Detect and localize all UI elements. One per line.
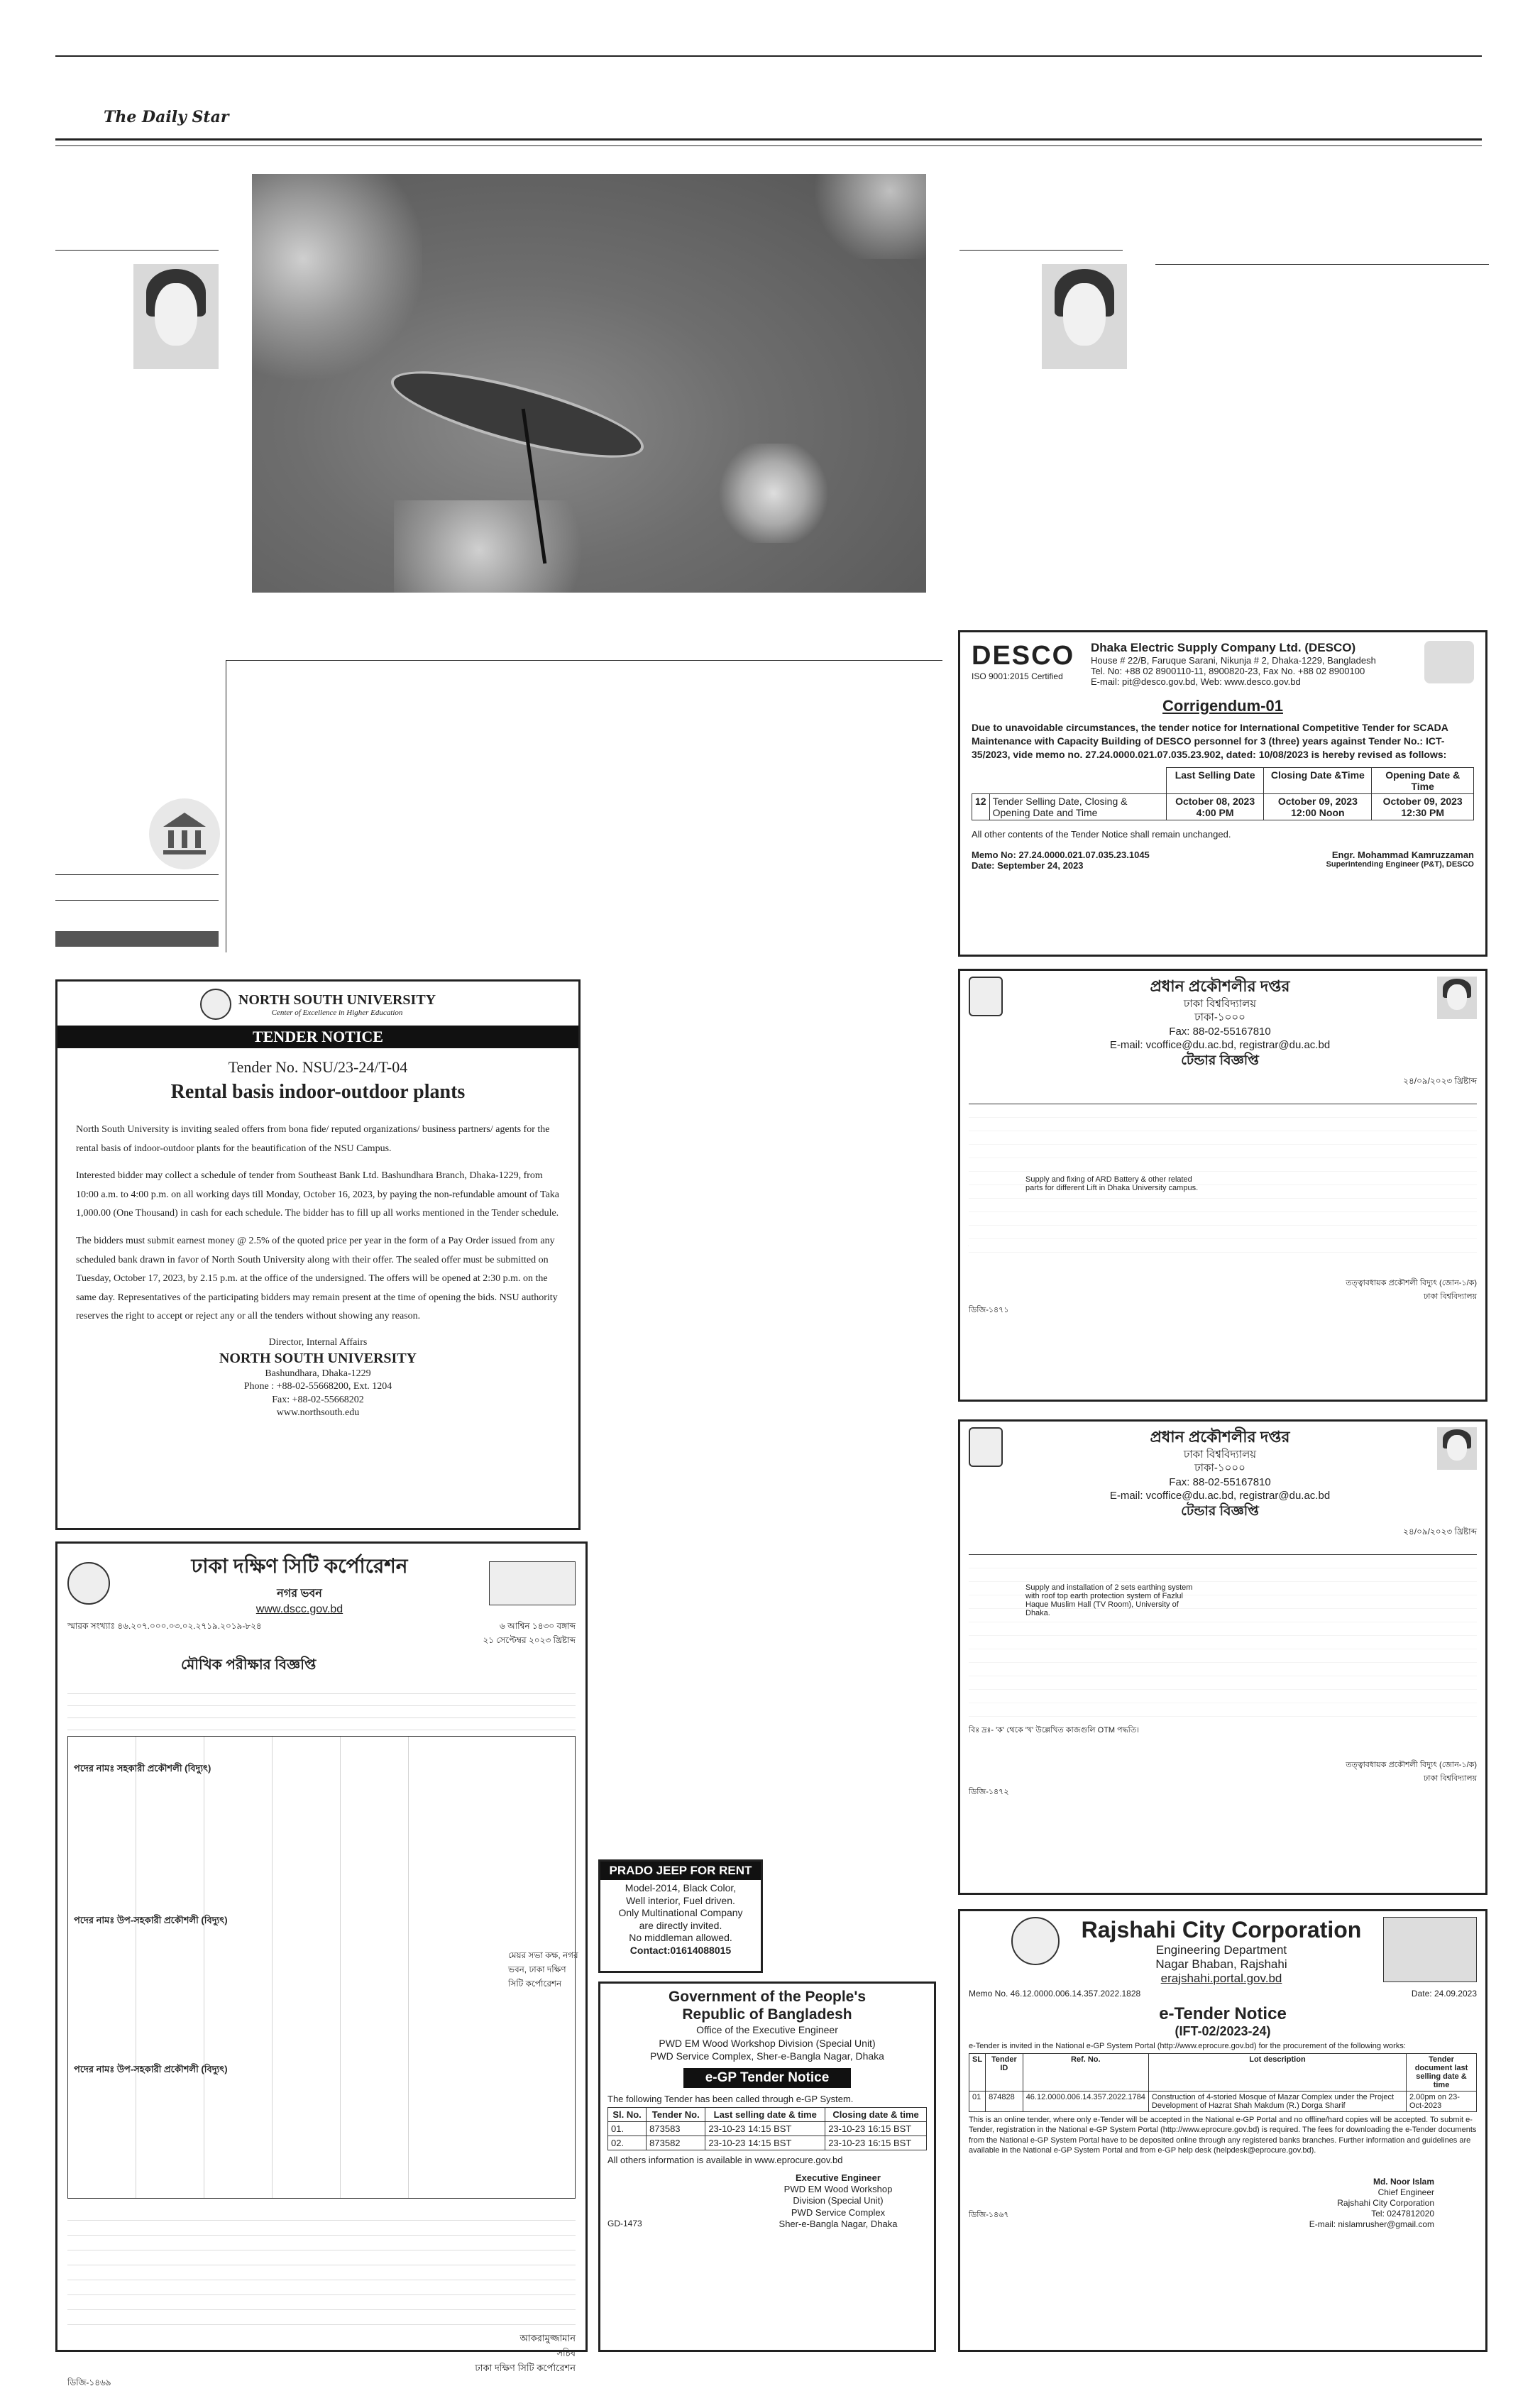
desco-address: House # 22/B, Faruque Sarani, Nikunja # 2, Dhaka-1229, Bangladesh	[1091, 655, 1376, 666]
dscc-name: ঢাকা দক্ষিণ সিটি কর্পোরেশন	[191, 1555, 408, 1577]
du2-title: প্রধান প্রকৌশলীর দপ্তর	[1150, 1428, 1290, 1446]
pwd-row2-sl: 02.	[608, 2136, 647, 2150]
du2-footer: বিঃ দ্রঃ- 'ক' থেকে 'খ' উল্লেখিত কাজগুলি OTM পদ্ধতি।	[969, 1726, 1140, 1735]
pwd-row1-selling: 23-10-23 14:15 BST	[705, 2121, 825, 2136]
rcc-email: E-mail: nislamrusher@gmail.com	[1309, 2219, 1434, 2230]
masthead-rule	[55, 138, 1482, 141]
desco-footer-note: All other contents of the Tender Notice shall remain unchanged.	[972, 828, 1231, 840]
left-col-rule	[55, 250, 219, 251]
dscc-table	[67, 1736, 576, 2199]
pwd-th-tender: Tender No.	[647, 2107, 705, 2121]
du1-sub2: ঢাকা-১০০০	[1194, 1011, 1245, 1024]
rcc-addr: Nagar Bhaban, Rajshahi	[1155, 1957, 1287, 1971]
rcc-dept: Engineering Department	[1155, 1943, 1287, 1957]
desco-th-opening: Opening Date & Time	[1372, 767, 1474, 793]
rcc-th-date: Tender document last selling date & time	[1407, 2054, 1477, 2092]
masthead-rule-thin	[55, 145, 1482, 146]
du2-email: E-mail: vcoffice@du.ac.bd, registrar@du.ac.bd	[1109, 1490, 1331, 1502]
rcc-th-ref: Ref. No.	[1023, 2054, 1148, 2092]
pwd-row1-tender: 873583	[647, 2121, 705, 2136]
nsu-sig5: Fax: +88-02-55668202	[272, 1394, 364, 1405]
desco-date: Date: September 24, 2023	[972, 859, 1084, 871]
du1-sub1: ঢাকা বিশ্ববিদ্যালয়	[1183, 997, 1257, 1010]
nsu-name: NORTH SOUTH UNIVERSITY	[238, 991, 436, 1008]
rcc-tel: Tel: 0247812020	[1371, 2209, 1434, 2219]
left-rule-a	[55, 874, 219, 875]
pwd-th-selling: Last selling date & time	[705, 2107, 825, 2121]
rcc-row-date: 2.00pm on 23-Oct-2023	[1407, 2092, 1477, 2112]
rcc-ad	[958, 1909, 1487, 2352]
desco-body: Due to unavoidable circumstances, the tender notice for International Competitive Tender for SCADA Maintenance with Capacity Building of DESCO personnel for 3 (three) years against Tender No.: ICT-35/2023, vide memo no. 27.24.0000.021.07.035.23.902, dated: 10/08/2023 is hereby revised as follows:	[972, 722, 1448, 760]
dscc-ad	[55, 1541, 588, 2387]
dscc-intro-text	[67, 1682, 576, 1732]
left-rule-b	[55, 900, 219, 901]
du1-code: ডিজি-১৪৭১	[969, 1306, 1009, 1315]
prado-l3: Only Multinational Company	[618, 1907, 743, 1918]
rcc-th-lot: Lot description	[1148, 2054, 1406, 2092]
du1-title: প্রধান প্রকৌশলীর দপ্তর	[1150, 977, 1290, 995]
nsu-sig2: NORTH SOUTH UNIVERSITY	[219, 1351, 417, 1367]
du-logo-icon	[969, 977, 1003, 1016]
desco-iso: ISO 9001:2015 Certified	[972, 671, 1063, 681]
desco-company: Dhaka Electric Supply Company Ltd. (DESCO)	[1091, 641, 1356, 654]
pwd-th-sl: Sl. No.	[608, 2107, 647, 2121]
du2-sub1: ঢাকা বিশ্ববিদ্যালয়	[1183, 1448, 1257, 1461]
pwd-sig4: PWD Service Complex	[791, 2206, 886, 2218]
left-grey-bar	[55, 931, 219, 947]
du1-sign2: ঢাকা বিশ্ববিদ্যালয়	[1423, 1292, 1477, 1302]
du2-code: ডিজি-১৪৭২	[969, 1788, 1009, 1797]
dscc-notes	[67, 2206, 576, 2326]
du2-sign: তত্ত্বাবধায়ক প্রকৌশলী বিদ্যুৎ (জোন-১/ক)	[1346, 1761, 1477, 1770]
right-col-rule-2	[1155, 264, 1489, 265]
rcc-title: e-Tender Notice	[1159, 2004, 1287, 2023]
desco-val-closing: October 09, 2023 12:00 Noon	[1264, 793, 1372, 820]
rcc-web: erajshahi.portal.gov.bd	[1160, 1972, 1282, 1985]
du2-sign2: ঢাকা বিশ্ববিদ্যালয়	[1423, 1774, 1477, 1783]
rcc-code: ডিজি-১৪৬৭	[969, 2211, 1009, 2220]
du2-fax: Fax: 88-02-55167810	[1169, 1475, 1271, 1488]
du2-sub2: ঢাকা-১০০০	[1194, 1462, 1245, 1475]
pwd-row2-tender: 873582	[647, 2136, 705, 2150]
rcc-org: Rajshahi City Corporation	[1337, 2198, 1434, 2209]
prado-l1: Model-2014, Black Color,	[625, 1882, 737, 1893]
nsu-tagline: Center of Excellence in Higher Education	[271, 1008, 403, 1017]
institution-icon	[145, 795, 224, 873]
pwd-sig1: Executive Engineer	[796, 2172, 881, 2183]
du1-portrait-icon	[1437, 977, 1477, 1019]
pwd-sig5: Sher-e-Bangla Nagar, Dhaka	[779, 2218, 898, 2229]
pwd-sig3: Division (Special Unit)	[793, 2195, 884, 2206]
dscc-org: ঢাকা দক্ষিণ সিটি কর্পোরেশন	[475, 2363, 576, 2373]
dscc-venue: মেয়র সভা কক্ষ, নগর ভবন, ঢাকা দক্ষিণ সিটি কর্পোরেশন	[508, 1950, 578, 1989]
desco-tel: Tel. No: +88 02 8900110-11, 8900820-23, Fax No. +88 02 8900100	[1091, 666, 1365, 676]
desco-memo: Memo No: 27.24.0000.021.07.035.23.1045	[972, 849, 1150, 860]
pwd-office: Office of the Executive Engineer	[696, 2024, 838, 2036]
rcc-row-ref: 46.12.0000.006.14.357.2022.1784	[1023, 2092, 1148, 2112]
dscc-date2: ২১ সেপ্টেম্বর ২০২৩ খ্রিষ্টাব্দ	[483, 1635, 576, 1645]
du2-ad	[958, 1419, 1487, 1895]
dscc-code: ডিজি-১৪৬৯	[67, 2378, 111, 2387]
rcc-memo: Memo No. 46.12.0000.006.14.357.2022.1828	[969, 1989, 1141, 1999]
pwd-row2-closing: 23-10-23 16:15 BST	[825, 2136, 927, 2150]
dscc-sub: নগর ভবন	[277, 1588, 322, 1600]
bulb-logo-icon	[1424, 641, 1474, 683]
nsu-banner: TENDER NOTICE	[57, 1026, 578, 1048]
pwd-row1-closing: 23-10-23 16:15 BST	[825, 2121, 927, 2136]
dscc-web: www.dscc.gov.bd	[255, 1603, 343, 1615]
prado-ad	[598, 1859, 763, 1973]
dscc-memo: স্মারক সংখ্যাঃ ৪৬.২০৭.০০০.০৩.০২.২৭১৯.২০১৯-৮২৪	[67, 1621, 262, 1631]
portrait-left	[133, 264, 219, 369]
prado-l5: No middleman allowed.	[629, 1932, 732, 1943]
rcc-name: Rajshahi City Corporation	[1081, 1917, 1362, 1942]
right-col-rule	[959, 250, 1123, 251]
rcc-body: This is an online tender, where only e-Tender will be accepted in the National e-GP Portal and no offline/hard copies will be accepted. To submit e-Tender, registration in the National e-GP System Portal (http://www.eprocure.gov.bd) is required. The fees for downloading the e-Tender documents from the National e-GP System Portal have to be deposited online through any registered banks branches. Further information and guidelines are available in the National e-GP System Portal and from e-GP help desk (helpdesk@eprocure.gov.bd).	[969, 2116, 1477, 2155]
dscc-slogan-icon	[489, 1561, 576, 1605]
rcc-signatory: Md. Noor Islam	[1373, 2177, 1434, 2187]
desco-logo: DESCO	[972, 641, 1075, 671]
nsu-p2: Interested bidder may collect a schedule of tender from Southeast Bank Ltd. Bashundhara Branch, Dhaka-1229, from 10:00 a.m. to 4:00 p.m. on all working days till Monday, October 16, 2023, by paying the non-refundable amount of Taka 1,000.00 (One Thousand) in cash for each schedule. The bidder has to fill up all works mentioned in the Tender schedule.	[76, 1170, 560, 1219]
du2-portrait-icon	[1437, 1427, 1477, 1470]
desco-signatory: Engr. Mohammad Kamruzzaman	[1331, 849, 1474, 860]
rcc-row-lot: Construction of 4-storied Mosque of Mazar Complex under the Project Development of Hazrat Shah Makdum (R.) Dorga Sharif	[1148, 2092, 1406, 2112]
desco-row-no: 12	[972, 793, 990, 820]
dscc-sec2: পদের নামঃ উপ-সহকারী প্রকৌশলী (বিদ্যুৎ)	[74, 1915, 228, 1925]
rcc-portrait-icon	[1383, 1917, 1477, 1982]
top-rule	[55, 55, 1482, 57]
rcc-ref: (IFT-02/2023-24)	[1175, 2024, 1271, 2038]
du1-ad	[958, 969, 1487, 1402]
dscc-signatory: আকরামুজ্জামান	[519, 2333, 576, 2343]
du1-notice: টেন্ডার বিজ্ঞপ্তি	[1181, 1052, 1259, 1068]
desco-designation: Superintending Engineer (P&T), DESCO	[1326, 859, 1474, 869]
rcc-row-sl: 01	[969, 2092, 986, 2112]
nsu-sig4: Phone : +88-02-55668200, Ext. 1204	[243, 1381, 392, 1392]
prado-title: PRADO JEEP FOR RENT	[600, 1862, 761, 1880]
pwd-gov1: Government of the People's	[668, 1989, 867, 2005]
desco-title: Corrigendum-01	[1162, 697, 1283, 715]
nsu-sig3: Bashundhara, Dhaka-1229	[265, 1368, 371, 1380]
du1-date: ২৪/০৯/২০২৩ খ্রিষ্টাব্দ	[1403, 1076, 1477, 1087]
pwd-info: All others information is available in www.eprocure.gov.bd	[607, 2154, 843, 2165]
boat-photo	[252, 174, 926, 593]
nsu-p1: North South University is inviting sealed offers from bona fide/ reputed organizations/ business partners/ agents for the rental basis of indoor-outdoor plants for the beautification of the NSU Campus.	[76, 1124, 550, 1154]
rcc-date: Date: 24.09.2023	[1411, 1989, 1477, 1999]
nsu-tender-no: Tender No. NSU/23-24/T-04	[228, 1058, 408, 1076]
dscc-logo-icon	[67, 1562, 110, 1605]
du1-sign: তত্ত্বাবধায়ক প্রকৌশলী বিদ্যুৎ (জোন-১/ক)	[1346, 1279, 1477, 1288]
du1-fax: Fax: 88-02-55167810	[1169, 1025, 1271, 1038]
nsu-logo-icon	[200, 989, 231, 1020]
pwd-code: GD-1473	[607, 2219, 642, 2229]
nsu-p3: The bidders must submit earnest money @ 2.5% of the quoted price per year in the form of a Pay Order issued from any scheduled bank drawn in favor of North South University along with their offer. The sealed offer must be submitted on Tuesday, October 17, 2023, by 2.15 p.m. at the office of the undersigned. The offers will be opened at 2:30 p.m. on the same day. Representatives of the participating bidders may remain present at the time of opening the bids. NSU authority reserves the right to accept or reject any or all the tenders without showing any reason.	[76, 1235, 558, 1322]
pwd-ad	[598, 1981, 936, 2352]
pwd-sig2: PWD EM Wood Workshop	[783, 2184, 893, 2195]
desco-ad	[958, 630, 1487, 957]
masthead-name: The Daily Star	[104, 108, 229, 126]
du2-date: ২৪/০৯/২০২৩ খ্রিষ্টাব্দ	[1403, 1527, 1477, 1537]
dscc-designation: সচিব	[556, 2348, 576, 2358]
pwd-division: PWD EM Wood Workshop Division (Special Unit)	[659, 2037, 876, 2049]
pwd-gov2: Republic of Bangladesh	[682, 2006, 852, 2023]
pwd-th-closing: Closing date & time	[825, 2107, 927, 2121]
du1-email: E-mail: vcoffice@du.ac.bd, registrar@du.ac.bd	[1109, 1039, 1331, 1052]
du2-row-work: Supply and installation of 2 sets earthing system with roof top earth protection system of Fazlul Haque Muslim Hall (TV Room), University of Dhaka.	[1025, 1583, 1193, 1618]
desco-th-selling: Last Selling Date	[1166, 767, 1263, 793]
desco-val-selling: October 08, 2023 4:00 PM	[1166, 793, 1263, 820]
rcc-th-sl: SL	[969, 2054, 986, 2092]
pwd-row1-sl: 01.	[608, 2121, 647, 2136]
desco-val-opening: October 09, 2023 12:30 PM	[1372, 793, 1474, 820]
rcc-designation: Chief Engineer	[1377, 2187, 1434, 2198]
pwd-row2-selling: 23-10-23 14:15 BST	[705, 2136, 825, 2150]
du2-notice: টেন্ডার বিজ্ঞপ্তি	[1181, 1503, 1259, 1519]
rcc-row-id: 874828	[986, 2092, 1023, 2112]
prado-l4: are directly invited.	[639, 1919, 722, 1931]
du-logo-icon	[969, 1427, 1003, 1467]
rcc-th-id: Tender ID	[986, 2054, 1023, 2092]
block-top-rule	[226, 660, 942, 661]
desco-row-label: Tender Selling Date, Closing & Opening Date and Time	[989, 793, 1166, 820]
desco-email: E-mail: pit@desco.gov.bd, Web: www.desco.gov.bd	[1091, 676, 1301, 687]
dscc-sec3: পদের নামঃ উপ-সহকারী প্রকৌশলী (বিদ্যুৎ)	[74, 2064, 228, 2074]
rcc-logo-icon	[1011, 1917, 1060, 1965]
dscc-date1: ৬ আশ্বিন ১৪৩০ বঙ্গাব্দ	[500, 1621, 576, 1631]
prado-l6: Contact:01614088015	[629, 1944, 732, 1956]
pwd-banner: e-GP Tender Notice	[683, 2068, 851, 2088]
prado-l2: Well interior, Fuel driven.	[626, 1894, 735, 1906]
dscc-sec1: পদের নামঃ সহকারী প্রকৌশলী (বিদ্যুৎ)	[74, 1763, 211, 1774]
nsu-ad	[55, 979, 581, 1530]
desco-th-closing: Closing Date &Time	[1264, 767, 1372, 793]
pwd-intro: The following Tender has been called through e-GP System.	[607, 2093, 854, 2104]
dscc-title: মৌখিক পরীক্ষার বিজ্ঞপ্তি	[181, 1657, 317, 1673]
pwd-complex: PWD Service Complex, Sher-e-Bangla Nagar, Dhaka	[650, 2050, 884, 2062]
du2-table	[969, 1554, 1477, 1725]
du1-row-work: Supply and fixing of ARD Battery & other related parts for different Lift in Dhaka University campus.	[1025, 1175, 1199, 1193]
nsu-title: Rental basis indoor-outdoor plants	[170, 1081, 466, 1103]
portrait-right	[1042, 264, 1127, 369]
rcc-intro: e-Tender is invited in the National e-GP System Portal (http://www.eprocure.gov.bd) for the procurement of the following works:	[969, 2042, 1406, 2050]
nsu-sig1: Director, Internal Affairs	[268, 1336, 368, 1348]
nsu-sig6: www.northsouth.edu	[276, 1407, 360, 1418]
